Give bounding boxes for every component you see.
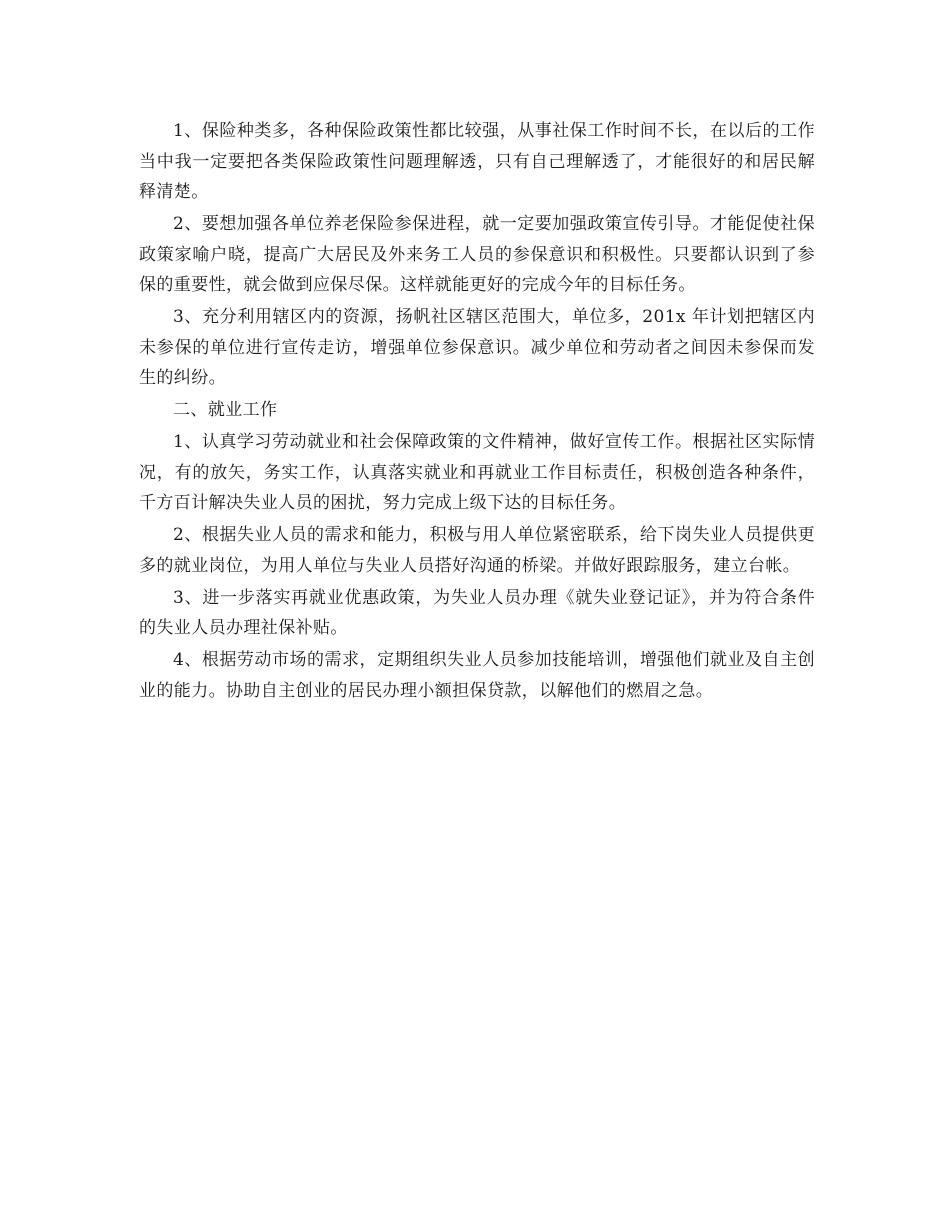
paragraph-employment-2: 2、根据失业人员的需求和能力，积极与用人单位紧密联系，给下岗失业人员提供更多的就业岗位，为用人单位与失业人员搭好沟通的桥梁。并做好跟踪服务，建立台帐。 bbox=[139, 525, 815, 576]
paragraph-insurance-2: 2、要想加强各单位养老保险参保进程，就一定要加强政策宣传引导。才能促使社保政策家喻户晓，提高广大居民及外来务工人员的参保意识和积极性。只要都认识到了参保的重要性，就会做到应保尽保。这样就能更好的完成今年的目标任务。 bbox=[139, 214, 815, 295]
section-heading-employment: 二、就业工作 bbox=[173, 400, 278, 420]
paragraph-employment-1: 1、认真学习劳动就业和社会保障政策的文件精神，做好宣传工作。根据社区实际情况，有的放矢，务实工作，认真落实就业和再就业工作目标责任，积极创造各种条件，千方百计解决失业人员的困扰，努力完成上级下达的目标任务。 bbox=[139, 432, 815, 513]
paragraph-employment-4: 4、根据劳动市场的需求，定期组织失业人员参加技能培训，增强他们就业及自主创业的能力。协助自主创业的居民办理小额担保贷款，以解他们的燃眉之急。 bbox=[139, 650, 815, 701]
paragraph-insurance-3: 3、充分利用辖区内的资源，扬帆社区辖区范围大，单位多，201x 年计划把辖区内未参保的单位进行宣传走访，增强单位参保意识。减少单位和劳动者之间因未参保而发生的纠纷。 bbox=[139, 307, 815, 388]
paragraph-employment-3: 3、进一步落实再就业优惠政策，为失业人员办理《就失业登记证》，并为符合条件的失业人员办理社保补贴。 bbox=[139, 587, 815, 638]
paragraph-insurance-1: 1、保险种类多，各种保险政策性都比较强，从事社保工作时间不长，在以后的工作当中我一定要把各类保险政策性问题理解透，只有自己理解透了，才能很好的和居民解释清楚。 bbox=[139, 121, 815, 202]
document-body bbox=[139, 116, 815, 708]
